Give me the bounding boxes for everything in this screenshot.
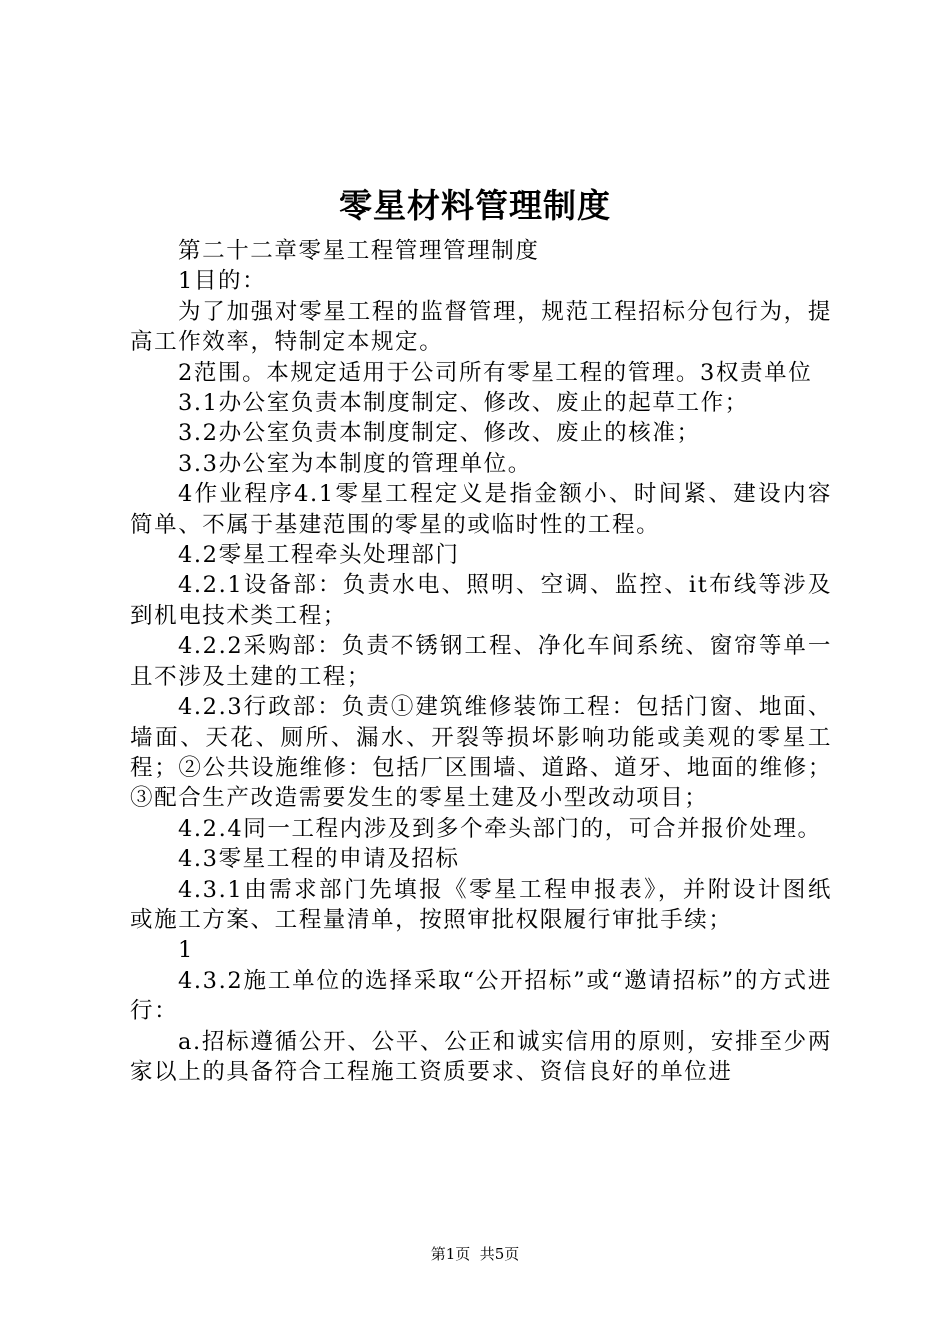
purpose-paragraph: 为了加强对零星工程的监督管理，规范工程招标分包行为，提高工作效率，特制定本规定。 — [130, 298, 832, 356]
clause-4-2-2: 4.2.2采购部：负责不锈钢工程、净化车间系统、窗帘等单一且不涉及土建的工程； — [130, 633, 832, 690]
clause-4-2-3: 4.2.3行政部：负责①建筑维修装饰工程：包括门窗、地面、墙面、天花、厕所、漏水、开裂等损坏影响功能或美观的零星工程；②公共设施维修：包括厂区围墙、道路、道牙、地面的维修；③配合生产改造需要发生的零星土建及小型改动项目； — [130, 694, 832, 812]
clause-4-2: 4.2零星工程牵头处理部门 — [178, 542, 460, 569]
clause-4-2-1: 4.2.1设备部：负责水电、照明、空调、监控、it布线等涉及到机电技术类工程； — [130, 572, 832, 629]
clause-4-2-4: 4.2.4同一工程内涉及到多个牵头部门的，可合并报价处理。 — [178, 815, 822, 842]
inline-page-number: 1 — [178, 937, 194, 964]
document-body — [130, 236, 832, 1087]
document-title: 零星材料管理制度 — [339, 186, 611, 225]
scope-paragraph: 2范围。本规定适用于公司所有零星工程的管理。3权责单位 — [178, 359, 813, 386]
clause-4-3-1: 4.3.1由需求部门先填报《零星工程申报表》，并附设计图纸或施工方案、工程量清单，按照审批权限履行审批手续； — [130, 876, 832, 933]
clause-3-2: 3.2办公室负责本制度制定、修改、废止的核准； — [178, 420, 701, 447]
clause-4-3: 4.3零星工程的申请及招标 — [178, 846, 460, 873]
clause-3-3: 3.3办公室为本制度的管理单位。 — [178, 450, 532, 477]
clause-4-1: 4作业程序4.1零星工程定义是指金额小、时间紧、建设内容简单、不属于基建范围的零星的或临时性的工程。 — [130, 481, 832, 538]
section-purpose-heading: 1目的： — [178, 268, 267, 295]
clause-4-3-2: 4.3.2施工单位的选择采取“公开招标”或“邀请招标”的方式进行： — [130, 967, 832, 1025]
clause-4-3-2-a: a.招标遵循公开、公平、公正和诚实信用的原则，安排至少两家以上的具备符合工程施工资质要求、资信良好的单位进 — [130, 1028, 832, 1085]
clause-3-1: 3.1办公室负责本制度制定、修改、废止的起草工作； — [178, 390, 749, 417]
chapter-heading: 第二十二章零星工程管理管理制度 — [178, 238, 540, 264]
page-footer — [0, 1244, 950, 1264]
page-number-label: 第1页 共5页 — [430, 1245, 520, 1263]
